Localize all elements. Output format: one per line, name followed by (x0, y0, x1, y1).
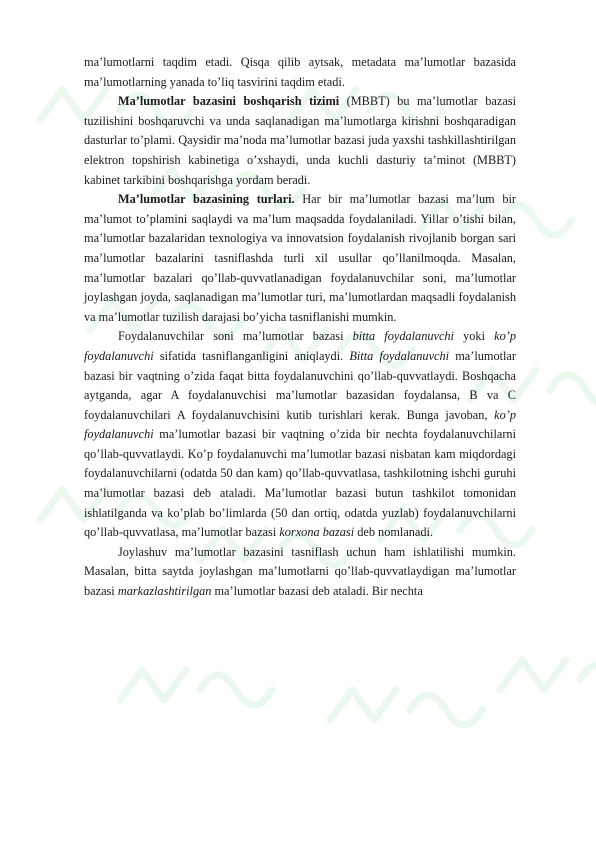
italic-term: ko’p foydalanuvchi (84, 407, 516, 442)
italic-term: Bitta foydalanuvchi (349, 348, 450, 363)
text-run: ma’lumotlar bazasi deb ataladi. Bir nechta (211, 584, 423, 599)
italic-term: ko’p foydalanuvchi (84, 329, 516, 363)
paragraph-dbms-definition (84, 92, 516, 190)
watermark-stroke (500, 660, 566, 690)
text-run: yoki (453, 329, 495, 344)
italic-term: korxona bazasi (279, 525, 355, 540)
text-run: Joylashuv ma’lumotlar bazasini tasniflash uchun ham ishlatilishi mumkin. Masalan, bitta saytda joylashgan ma’lumotlarni qo’llab-quvvatlaydigan ma’lumotlar bazasi (84, 544, 516, 599)
watermark-stroke (200, 675, 272, 705)
italic-term: markazlashtirilgan (117, 584, 212, 599)
watermark-stroke (580, 665, 596, 695)
text-run: ma’lumotlarni taqdim etadi. Qisqa qilib aytsak, metadata ma’lumotlar bazasida ma’lumotlarning yanada to’liq tasvirini taqdim etadi. (84, 55, 516, 89)
watermark-stroke (410, 695, 482, 725)
paragraph-user-count-classification (84, 327, 516, 543)
bold-term: Ma’lumotlar bazasini boshqarish tizimi (118, 94, 340, 109)
paragraph-location-classification (84, 543, 516, 602)
paragraph-database-types (84, 190, 516, 327)
text-run: deb nomlanadi. (354, 525, 434, 540)
text-run: Foydalanuvchilar soni ma’lumotlar bazasi (118, 329, 353, 344)
text-run: sifatida tasniflanganligini aniqlaydi. (153, 348, 350, 363)
text-run: ma’lumotlar bazasi bir vaqtning o’zida faqat bitta foydalanuvchini qo’llab-quvvatlaydi. Boshqacha aytganda, agar A foydalanuvchisi ma’lumotlar bazasidan foydalansa, B va C foydalanuvchilari A foydalanuvchisini kutib turishlari kerak. Bunga javoban, (84, 348, 516, 422)
bold-term: Ma’lumotlar bazasining turlari. (118, 192, 295, 207)
paragraph-metadata-continued (84, 53, 516, 92)
text-run: Har bir ma’lumotlar bazasi ma’lum bir ma’lumot to’plamini saqlaydi va ma’lum maqsadda foydalaniladi. Yillar o’tishi bilan, ma’lumotlar bazalaridan texnologiya va innovatsion foydalanish rivojlanib borgan sari ma’lumotlar bazalarini tasniflashda turli xil usullar qo’llanilmoqda. Masalan, ma’lumotlar bazalari qo’llab-quvvatlanadigan foydalanuvchilar soni, ma’lumotlar joylashgan joyda, saqlanadigan ma’lumotlar turi, ma’lumotlardan maqsadli foydalanish va ma’lumotlar tuzilish darajasi bo’yicha tasniflanishi mumkin. (84, 192, 516, 324)
watermark-stroke (330, 690, 396, 720)
document-page (84, 53, 516, 602)
watermark-stroke (120, 670, 186, 700)
italic-term: bitta foydalanuvchi (352, 329, 454, 344)
watermark-stroke (550, 375, 596, 405)
text-run: ma’lumotlar bazasi bir vaqtning o’zida bir nechta foydalanuvchilarni qo’llab-quvvatlaydi. Ko’p foydalanuvchi ma’lumotlar bazasi nisbatan kam miqdordagi foydalanuvchilarni (odatda 50 dan kam) qo’llab-quvvatlasa, tashkilotning ishchi guruhi ma’lumotlar bazasi deb ataladi. Ma’lumotlar bazasi butun tashkilot tomonidan ishlatilganda va ko’plab bo’limlarda (50 dan ortiq, odatda yuzlab) foydalanuvchilarni qo’llab-quvvatlasa, ma’lumotlar bazasi (84, 427, 516, 540)
text-run: (MBBT) bu ma’lumotlar bazasi tuzilishini boshqaruvchi va unda saqlanadigan ma’lumotlarga kirishni boshqaradigan dasturlar to’plami. Qaysidir ma’noda ma’lumotlar bazasi juda yaxshi tashkillashtirilgan elektron topshirish kabinetiga o’xshaydi, unda kuchli dasturiy ta’minot (MBBT) kabinet tarkibini boshqarishga yordam beradi. (84, 94, 517, 187)
